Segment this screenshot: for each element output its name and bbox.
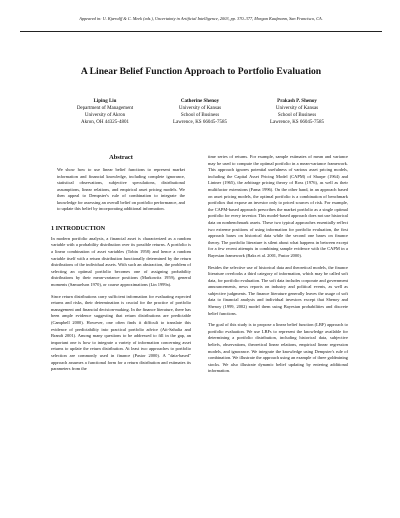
author-name: Catherine Shenoy [180, 99, 220, 104]
author-dept: Department of Management [76, 106, 134, 111]
left-column [51, 154, 191, 378]
body-paragraph-1: time series of returns. For example, sample estimates of mean and variance may be used to compute the optimal portfolio in a mean-variance framework. This approach ignores potential usefulness of various asset pricing models, including the Capital Asset Pricing Model (CAPM) of Sharpe (1964) and Lintner (1965), the arbitrage pricing theory of Ross (1976), as well as their multifactor extensions (Fama 1996). On the other hand, in an approach based on asset pricing models, the optimal portfolio is a combination of benchmark portfolios that expose an investor only to priced sources of risk. For example, the CAPM-based approach prescribes the market portfolio as a single optimal portfolio for every investor. This model-based approach does not use historical data on nonbenchmark assets. These two typical approaches essentially reflect two extreme positions of using information for portfolio evaluation, the first approach bases on historical data while the second one bases on finance theory. The portfolio literature is silent about what happens in between except for a few recent attempts in combining sample evidence with the CAPM in a Bayesian framework (Baks et al. 2001, Pastor 2000). [208, 154, 348, 258]
author-address: Lawrence, KS 66045-7585 [172, 120, 227, 125]
author-address: Akron, OH 44325-4801 [81, 120, 129, 125]
author-dept: School of Business [180, 113, 220, 118]
publication-note: Appeared in: U. Kjærulff & C. Meek (eds.), Uncertainty in Artificial Intelligence, 2003, pp. 370–377, Morgan Kaufmann, San Francisco, CA. [79, 16, 323, 21]
body-paragraph-3: The goal of this study is to propose a linear belief function (LBF) approach to portfolio evaluation. We use LBFs to represent the knowledge available for determining a portfolio distribution, including historical data, subjective beliefs, observations, theoretical linear relations, empirical linear regression models, and ignorance. We integrate the knowledge using Dempster's rule of combination. We illustrate the approach using an example of three goldmining stocks. We also illustrate dynamic belief updating by entering additional information. [208, 322, 348, 374]
author-org: University of Kansas [178, 106, 222, 111]
author-3 [242, 98, 352, 126]
author-name: Prakash P. Shenoy [277, 99, 317, 104]
right-column [208, 154, 348, 380]
author-name: Liping Liu [93, 99, 117, 104]
author-address: Lawrence, KS 66045-7585 [269, 120, 324, 125]
author-org: University of Akron [84, 113, 126, 118]
author-2 [145, 98, 255, 126]
abstract-text: We show how to use linear belief functions to represent market information and financial knowledge, including complete ignorance, statistical observations, subjective speculations, distributional assumptions, linear relations, and empirical asset pricing models. We then appeal to Dempster's rule of combination to integrate the knowledge for assessing an overall belief on portfolio performance, and to update this belief by incorporating additional information. [57, 167, 185, 212]
author-org: University of Kansas [275, 106, 319, 111]
header-rule [20, 31, 382, 32]
section-heading-introduction: 1 INTRODUCTION [51, 224, 106, 232]
body-paragraph-2: Besides the selective use of historical data and theoretical models, the finance literature overlooks a third category of information, which may be called soft data, for portfolio evaluation. The soft data includes corporate and government announcements, news reports on industry and political events, as well as subjective judgments. The finance literature generally leaves the usage of soft data to financial analysts and individual investors except that Shenoy and Shenoy (1999, 2002) model them using Bayesian probabilities and discrete belief functions. [208, 264, 348, 316]
intro-paragraph-1: In modern portfolio analysis, a financial asset is characterized as a random variable with a probability distribution over its possible returns. A portfolio is a linear combination of asset variables (Tobin 1958) and hence a random variable itself with a return distribution functionally determined by the return distributions of the individual assets. With such an abstraction, the problem of selecting an optimal portfolio becomes one of assigning probability distributions by their mean-variance positions (Markowitz 1959), general moments (Samuelson 1970), or coarse approximations (Lin 1999a). [51, 235, 191, 287]
intro-paragraph-2: Since return distributions carry sufficient information for evaluating expected returns and risks, their determination is crucial for the practice of portfolio management and financial decision-making. In the finance literature, there has been ample evidence suggesting that return distributions are predictable (Campbell 2000). However, one often finds it difficult to translate this evidence of predictability into practical portfolio advice (Ait-Sahalia and Brandt 2001). Among many questions to be addressed to fill in the gap, an important one is how to integrate a variety of information concerning asset returns to update the return distribution. At least two approaches to portfolio selection are commonly used in finance (Pastor 2000). A "data-based" approach assumes a functional form for a return distribution and estimates its parameters from the [51, 293, 191, 372]
abstract-heading: Abstract [109, 154, 133, 161]
author-dept: School of Business [277, 113, 317, 118]
paper-title: A Linear Belief Function Approach to Portfolio Evaluation [80, 66, 322, 77]
author-1 [50, 98, 160, 126]
